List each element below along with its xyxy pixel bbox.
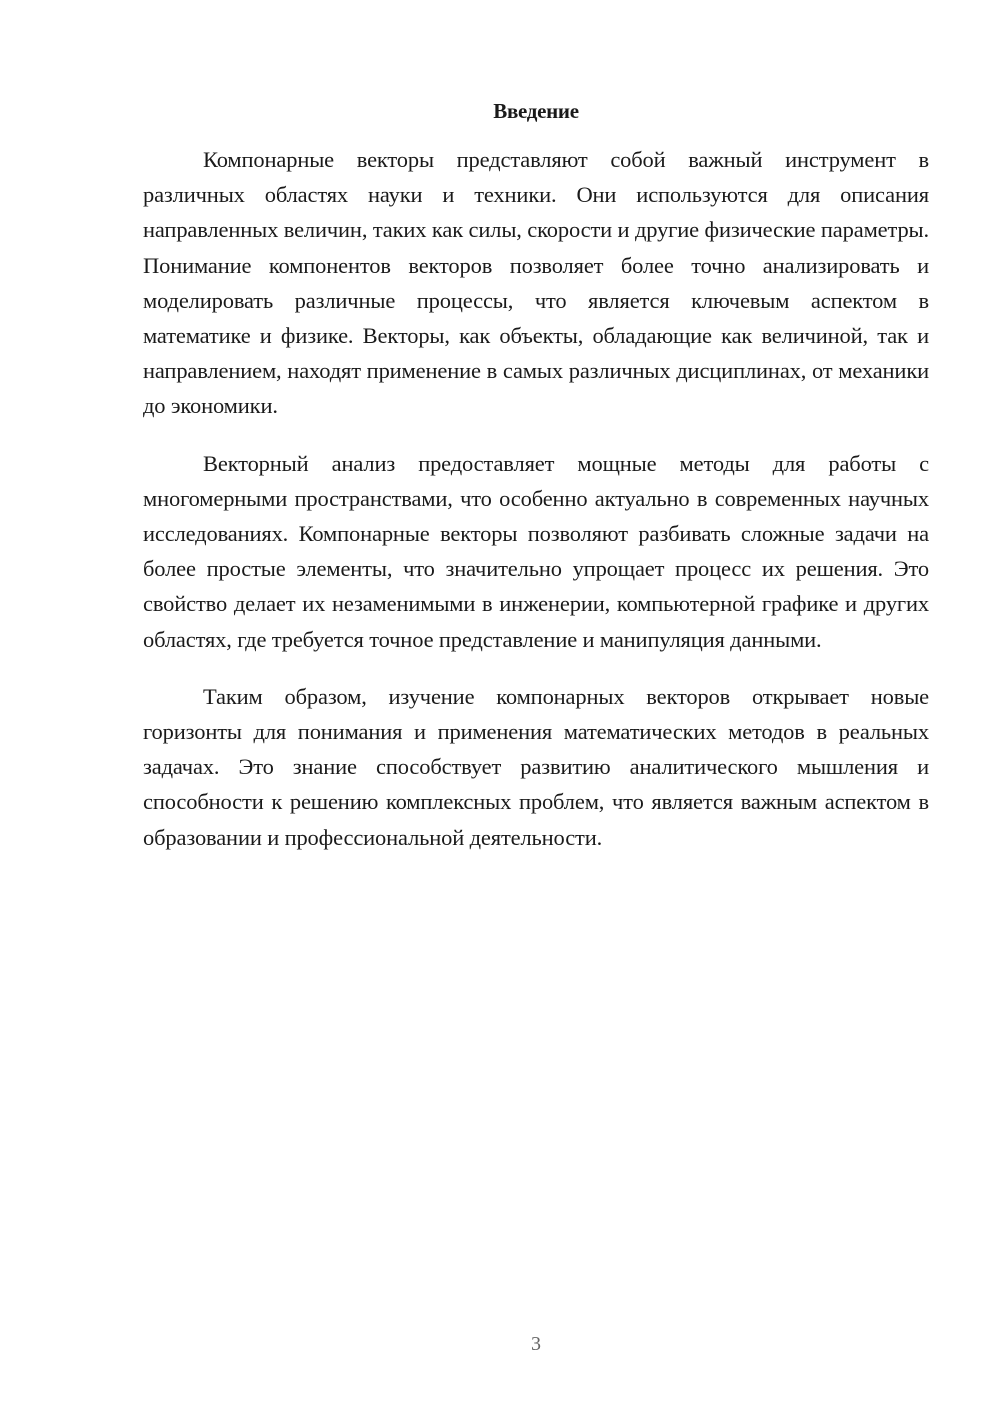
page-number: 3 [531, 1333, 541, 1355]
paragraph-vector-analysis: Векторный анализ предоставляет мощные методы для работы с многомерными пространствами, что особенно актуально в современных научных исследованиях. Компонарные векторы позволяют разбивать сложные задачи на более простые элементы, что значительно упрощает процесс их решения. Это свойство делает их незаменимыми в инженерии, компьютерной графике и других областях, где требуется точное представление и манипуляция данными. [143, 450, 929, 652]
body-text [143, 142, 929, 877]
paragraph-conclusion: Таким образом, изучение компонарных векторов открывает новые горизонты для понимания и применения математических методов в реальных задачах. Это знание способствует развитию аналитического мышления и способности к решению комплексных проблем, что является важным аспектом в образовании и профессиональной деятельности. [143, 683, 929, 850]
section-title: Введение [493, 99, 579, 123]
paragraph-intro: Компонарные векторы представляют собой важный инструмент в различных областях науки и техники. Они используются для описания направленных величин, таких как силы, скорости и другие физические параметры. Понимание компонентов векторов позволяет более точно анализировать и моделировать различные процессы, что является ключевым аспектом в математике и физике. Векторы, как объекты, обладающие как величиной, так и направлением, находят применение в самых различных дисциплинах, от механики до экономики. [143, 147, 929, 419]
